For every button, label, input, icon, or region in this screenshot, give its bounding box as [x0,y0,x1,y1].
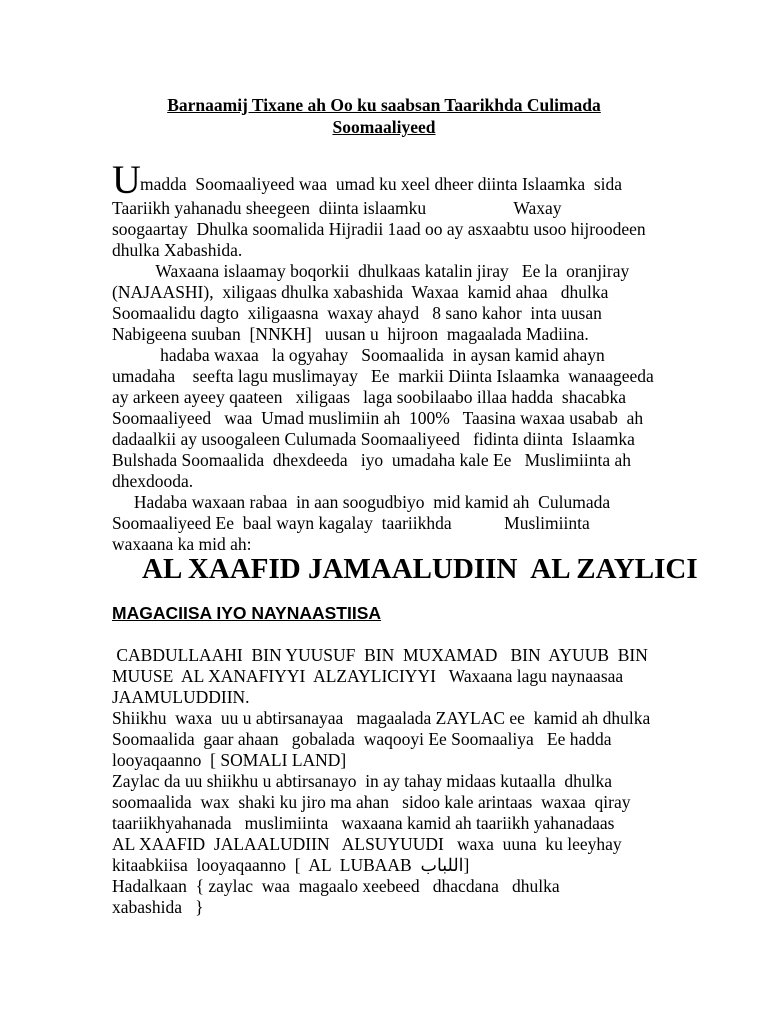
body-line: waxaana ka mid ah: [112,534,252,554]
body-line: dadaalkii ay usoogaleen Culumada Soomaaliyeed fidinta diinta Islaamka [112,429,635,449]
body-line: Taariikh yahanadu sheegeen diinta islaamku Waxay [112,198,562,218]
body-line: dhexdooda. [112,471,194,491]
body-line: Shiikhu waxa uu u abtirsanayaa magaalada ZAYLAC ee kamid ah dhulka [112,708,651,728]
body-line: MUUSE AL XANAFIYYI ALZAYLICIYYI Waxaana lagu naynaasaa [112,666,624,686]
body-line: umadaha seefta lagu muslimayay Ee markii Diinta Islaamka wanaageeda [112,366,654,386]
body-line: Soomaaliyeed Ee baal wayn kagalay taariikhda Muslimiinta [112,513,590,533]
body-line: Hadaba waxaan rabaa in aan soogudbiyo mid kamid ah Culumada [112,492,611,512]
body-line: madda Soomaaliyeed waa umad ku xeel dheer diinta Islaamka sida [140,174,623,194]
section-heading: AL XAAFID JAMAALUDIIN AL ZAYLICI [142,553,698,585]
body-line: Soomaaliyeed waa Umad muslimiin ah 100% Taasina waxaa usabab ah [112,408,644,428]
body-line: dhulka Xabashida. [112,240,243,260]
body-line: (NAJAASHI), xiligaas dhulka xabashida Waxaa kamid ahaa dhulka [112,282,609,302]
drop-cap: U [112,157,141,202]
body-line: looyaqaanno [ SOMALI LAND] [112,750,347,770]
body-line: AL XAAFID JALAALUDIIN ALSUYUUDI waxa uuna ku leeyhay [112,834,622,854]
body-line: xabashida } [112,897,204,917]
body-line: kitaabkiisa looyaqaanno [ AL LUBAAB اللباب] [112,855,470,875]
body-line: Soomaalidu dagto xiligaasna waxay ahayd 8 sano kahor inta uusan [112,303,602,323]
body-line: ay arkeen ayeey qaateen xiligaas laga soobilaabo illaa hadda shacabka [112,387,627,407]
body-line: soogaartay Dhulka soomalida Hijradii 1aad oo ay asxaabtu usoo hijroodeen [112,219,646,239]
body-line: hadaba waxaa la ogyahay Soomaalida in aysan kamid ahayn [112,345,605,365]
body-line: soomaalida wax shaki ku jiro ma ahan sidoo kale arintaas waxaa qiray [112,792,631,812]
title-line-1: Barnaamij Tixane ah Oo ku saabsan Taarikhda Culimada [167,95,601,115]
title-line-2: Soomaaliyeed [332,117,436,137]
section-subheading: MAGACIISA IYO NAYNAASTIISA [112,603,382,623]
body-line: Bulshada Soomaalida dhexdeeda iyo umadaha kale Ee Muslimiinta ah [112,450,632,470]
body-line: Nabigeena suuban [NNKH] uusan u hijroon magaalada Madiina. [112,324,589,344]
body-line: Hadalkaan { zaylac waa magaalo xeebeed dhacdana dhulka [112,876,560,896]
body-line: Zaylac da uu shiikhu u abtirsanayo in ay tahay midaas kutaalla dhulka [112,771,613,791]
document-title [110,94,658,138]
body-line: Soomaalida gaar ahaan gobalada waqooyi Ee Soomaaliya Ee hadda [112,729,612,749]
body-line: JAAMULUDDIIN. [112,687,250,707]
body-line: Waxaana islaamay boqorkii dhulkaas katalin jiray Ee la oranjiray [112,261,630,281]
body-line: taariikhyahanada muslimiinta waxaana kamid ah taariikh yahanadaas [112,813,615,833]
body-line: CABDULLAAHI BIN YUUSUF BIN MUXAMAD BIN AYUUB BIN [112,645,648,665]
